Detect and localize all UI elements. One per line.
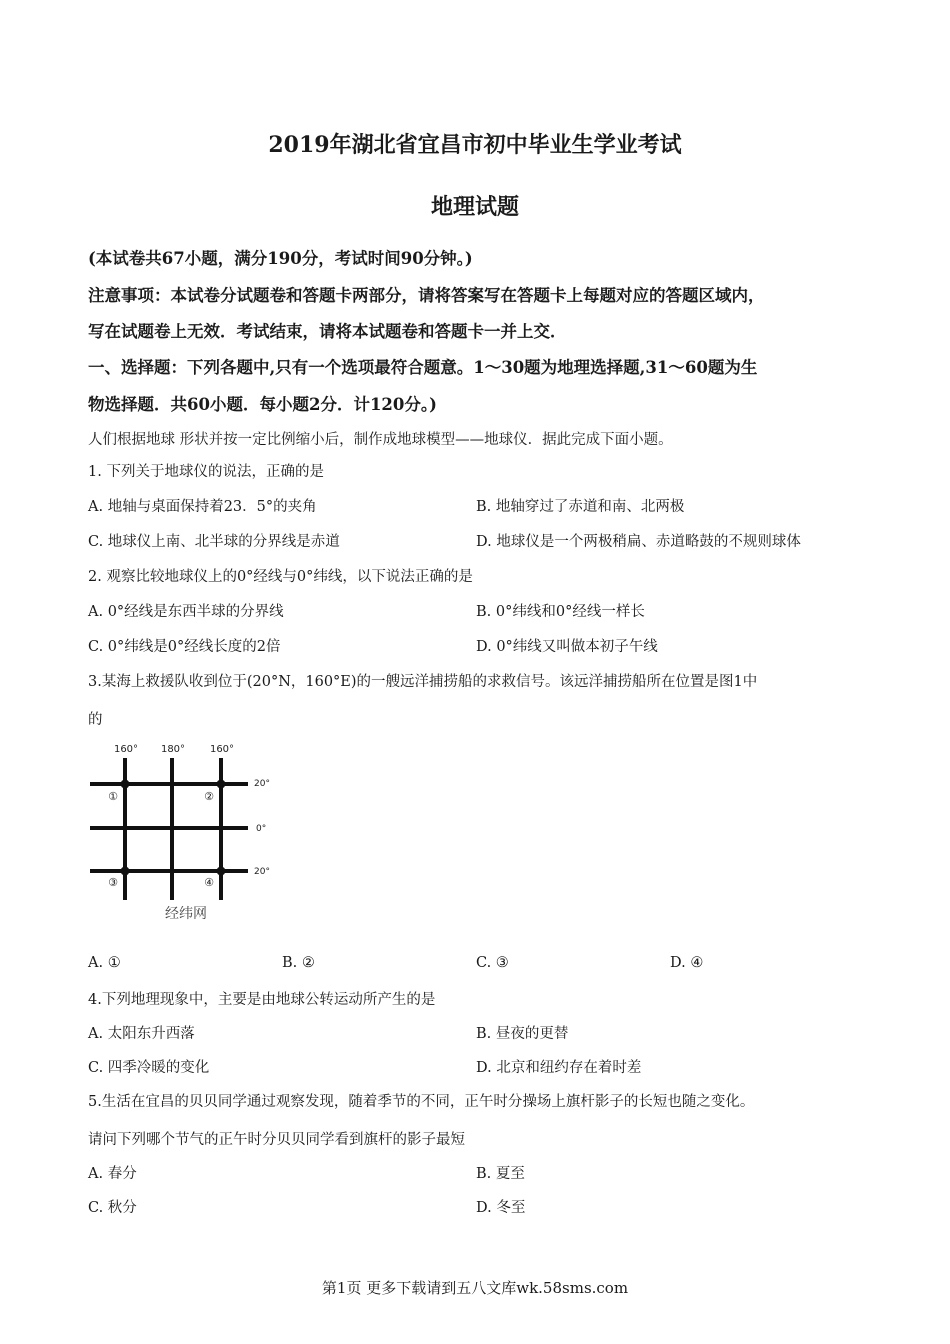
point-label-1: ① — [108, 790, 118, 803]
exam-title: 2019年湖北省宜昌市初中毕业生学业考试 — [268, 132, 682, 158]
q1-option-d: D. 地球仪是一个两极稍扁、赤道略鼓的不规则球体 — [476, 534, 801, 550]
q4-option-b: B. 昼夜的更替 — [476, 1026, 569, 1042]
q2-option-d: D. 0°纬线又叫做本初子午线 — [476, 639, 658, 655]
exam-subtitle: 地理试题 — [430, 194, 519, 220]
q4-option-a: A. 太阳东升西落 — [88, 1026, 195, 1042]
point-label-4: ④ — [204, 876, 214, 889]
notice-line-2: 写在试题卷上无效．考试结束，请将本试题卷和答题卡一并上交． — [88, 322, 567, 341]
q4-option-d: D. 北京和纽约存在着时差 — [476, 1060, 642, 1076]
exam-info: (本试卷共67小题，满分190分，考试时间90分钟。) — [88, 249, 473, 268]
q3-stem-line-1: 3.某海上救援队收到位于(20°N，160°E)的一艘远洋捕捞船的求救信号。该远洋捕捞船所在位置是图1中 — [88, 674, 758, 690]
q2-option-a: A. 0°经线是东西半球的分界线 — [88, 604, 284, 620]
q5-option-c: C. 秋分 — [88, 1200, 137, 1216]
q5-stem-line-1: 5.生活在宜昌的贝贝同学通过观察发现，随着季节的不同，正午时分操场上旗杆影子的长短也随之变化。 — [88, 1094, 755, 1110]
lon-label-160-east: 160° — [209, 744, 235, 755]
intro-text: 人们根据地球 形状并按一定比例缩小后，制作成地球模型——地球仪．据此完成下面小题。 — [88, 432, 673, 448]
q3-option-c: C. ③ — [476, 955, 509, 971]
lon-label-160-west: 160° — [113, 744, 139, 755]
q5-stem-line-2: 请问下列哪个节气的正午时分贝贝同学看到旗杆的影子最短 — [88, 1132, 465, 1148]
q3-option-b: B. ② — [282, 955, 315, 971]
lat-label-equator: 0° — [256, 824, 267, 834]
q2-option-c: C. 0°纬线是0°经线长度的2倍 — [88, 639, 281, 655]
lat-lon-grid-figure — [88, 740, 288, 925]
page-footer: 第1页 更多下载请到五八文库wk.58sms.com — [321, 1279, 629, 1297]
q2-stem: 2. 观察比较地球仪上的0°经线与0°纬线，以下说法正确的是 — [88, 569, 473, 585]
lon-label-180: 180° — [160, 744, 186, 755]
point-dot-3 — [121, 867, 130, 876]
q1-option-a: A. 地轴与桌面保持着23．5°的夹角 — [88, 499, 317, 515]
figure-caption: 经纬网 — [165, 906, 207, 922]
q4-option-c: C. 四季冷暖的变化 — [88, 1060, 210, 1076]
q2-option-b: B. 0°纬线和0°经线一样长 — [476, 604, 645, 620]
q5-option-b: B. 夏至 — [476, 1166, 525, 1182]
point-label-2: ② — [204, 790, 214, 803]
q3-stem-line-2: 的 — [88, 712, 103, 728]
notice-line-1: 注意事项：本试卷分试题卷和答题卡两部分，请将答案写在答题卡上每题对应的答题区域内， — [88, 286, 765, 305]
q5-option-a: A. 春分 — [88, 1166, 137, 1182]
q1-option-c: C. 地球仪上南、北半球的分界线是赤道 — [88, 534, 340, 550]
point-label-3: ③ — [108, 876, 118, 889]
q3-option-d: D. ④ — [670, 955, 704, 971]
q1-stem: 1. 下列关于地球仪的说法，正确的是 — [88, 464, 324, 480]
q3-option-a: A. ① — [88, 955, 121, 971]
q5-option-d: D. 冬至 — [476, 1200, 526, 1216]
section-line-2: 物选择题．共60小题．每小题2分．计120分。) — [88, 395, 437, 414]
q4-stem: 4.下列地理现象中，主要是由地球公转运动所产生的是 — [88, 992, 436, 1008]
lat-label-20-north: 20° — [254, 779, 270, 789]
point-dot-4 — [217, 867, 226, 876]
lat-label-20-south: 20° — [254, 867, 270, 877]
point-dot-1 — [121, 780, 130, 789]
point-dot-2 — [217, 780, 226, 789]
q1-option-b: B. 地轴穿过了赤道和南、北两极 — [476, 499, 685, 515]
section-line-1: 一、选择题：下列各题中,只有一个选项最符合题意。1～30题为地理选择题,31～60题为生 — [88, 358, 758, 377]
